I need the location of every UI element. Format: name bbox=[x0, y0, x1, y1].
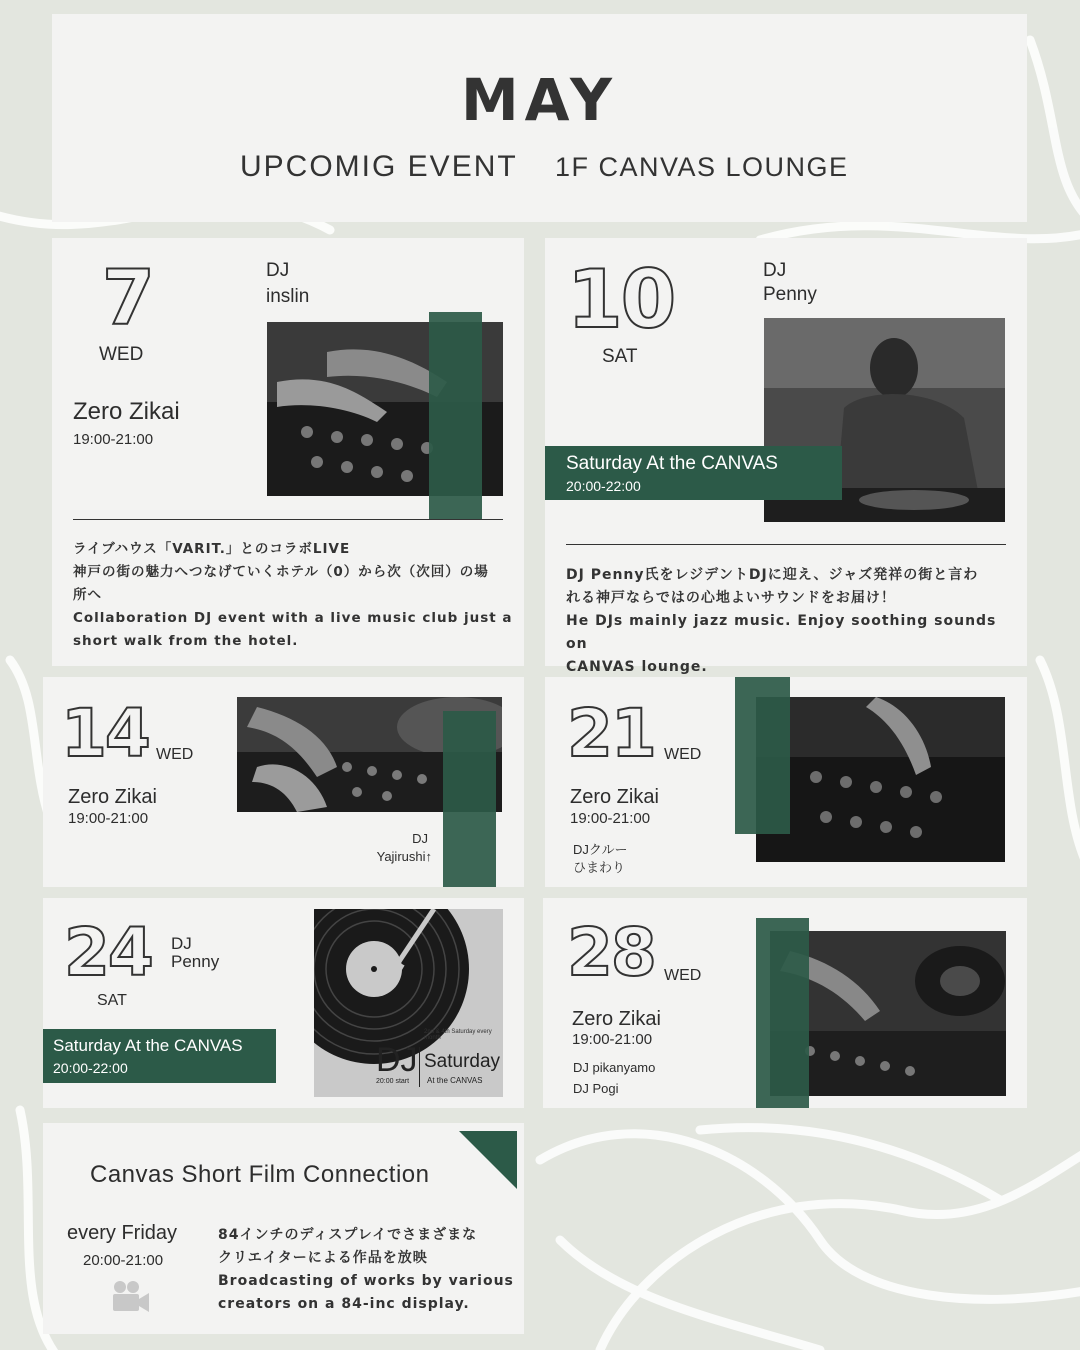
dj-label: DJ bbox=[763, 260, 787, 281]
event-weekday: WED bbox=[664, 746, 702, 763]
film-schedule: every Friday bbox=[67, 1222, 178, 1244]
dj-label: DJ bbox=[171, 934, 192, 953]
poster-time: 20:00 start bbox=[376, 1078, 410, 1085]
divider bbox=[73, 519, 503, 520]
green-accent-bar bbox=[756, 918, 809, 1108]
event-day: 7 bbox=[102, 253, 153, 342]
month-title: MAY bbox=[460, 66, 619, 134]
event-weekday: WED bbox=[156, 746, 194, 763]
banner-time: 20:00-22:00 bbox=[53, 1060, 128, 1076]
green-accent-bar bbox=[429, 312, 482, 519]
poster-canvas: At the CANVAS bbox=[427, 1076, 483, 1085]
event-description bbox=[566, 564, 1016, 679]
desc-line: 84インチのディスプレイでさまざまな bbox=[218, 1227, 478, 1243]
desc-line: クリエイターによる作品を放映 bbox=[218, 1250, 428, 1266]
event-time: 19:00-21:00 bbox=[73, 431, 154, 448]
desc-line: れる神戸ならではの心地よいサウンドをお届け！ bbox=[566, 590, 896, 606]
event-card-21 bbox=[545, 677, 1027, 887]
desc-line: ライブハウス「VARIT.」とのコラボLIVE bbox=[73, 541, 351, 557]
event-title: Zero Zikai bbox=[570, 786, 659, 808]
event-day: 10 bbox=[567, 253, 675, 346]
dj-knob-photo bbox=[756, 697, 1005, 862]
dj-name: Yajirushi↑ bbox=[376, 849, 432, 864]
dj-crew: DJクルー bbox=[573, 842, 628, 857]
dj-name: inslin bbox=[266, 286, 310, 307]
event-banner bbox=[43, 1029, 276, 1083]
poster-saturday: Saturday bbox=[424, 1051, 501, 1072]
event-title: Zero Zikai bbox=[68, 786, 157, 808]
desc-line: 神戸の街の魅力へつなげていくホテル（0）から次（次回）の場 bbox=[73, 564, 489, 580]
film-card bbox=[43, 1123, 524, 1334]
banner-title: Saturday At the CANVAS bbox=[53, 1036, 243, 1055]
event-card-28 bbox=[543, 898, 1027, 1108]
dj-name-2: DJ Pogi bbox=[573, 1081, 619, 1096]
event-card-24 bbox=[43, 898, 524, 1108]
event-banner bbox=[545, 446, 842, 500]
dj-name: Penny bbox=[763, 284, 817, 305]
poster-dj: DJ bbox=[376, 1041, 418, 1079]
event-card-14 bbox=[43, 677, 524, 887]
header-card bbox=[52, 14, 1027, 222]
dj-name-1: DJ pikanyamo bbox=[573, 1060, 656, 1075]
subtitle-venue: 1F CANVAS LOUNGE bbox=[555, 152, 849, 182]
corner-triangle-icon bbox=[459, 1131, 517, 1189]
divider bbox=[566, 544, 1006, 545]
dj-crew-name: ひまわり bbox=[573, 860, 626, 875]
desc-line: CANVAS lounge. bbox=[566, 659, 708, 675]
event-card-7 bbox=[52, 238, 524, 666]
video-camera-icon bbox=[111, 1279, 151, 1315]
event-day: 21 bbox=[567, 695, 655, 772]
event-day: 14 bbox=[61, 695, 149, 772]
event-card-10 bbox=[545, 238, 1027, 675]
event-description bbox=[73, 538, 513, 653]
saturday-poster bbox=[314, 909, 503, 1097]
dj-label: DJ bbox=[412, 831, 428, 846]
poster-tag: 2nd & 4th Saturday every month bbox=[424, 1029, 492, 1041]
green-accent-bar bbox=[735, 677, 790, 834]
desc-line: short walk from the hotel. bbox=[73, 633, 299, 649]
event-day: 28 bbox=[567, 914, 655, 991]
event-weekday: SAT bbox=[97, 992, 127, 1009]
poster-divider bbox=[419, 1047, 420, 1087]
desc-line: He DJs mainly jazz music. Enjoy soothing sounds on bbox=[566, 613, 997, 652]
desc-line: Broadcasting of works by various bbox=[218, 1273, 514, 1289]
event-weekday: WED bbox=[664, 967, 702, 984]
subtitle-upcoming: UPCOMIG EVENT bbox=[240, 150, 518, 183]
film-time: 20:00-21:00 bbox=[83, 1252, 164, 1269]
event-title: Zero Zikai bbox=[73, 398, 180, 425]
event-weekday: WED bbox=[99, 344, 144, 365]
banner-title: Saturday At the CANVAS bbox=[566, 453, 778, 474]
green-accent-bar bbox=[443, 711, 496, 887]
event-time: 19:00-21:00 bbox=[570, 810, 651, 827]
film-description bbox=[218, 1224, 518, 1316]
dj-label: DJ bbox=[266, 260, 290, 281]
event-title: Zero Zikai bbox=[572, 1008, 661, 1030]
event-day: 24 bbox=[64, 914, 152, 991]
desc-line: creators on a 84-inc display. bbox=[218, 1296, 470, 1312]
event-time: 19:00-21:00 bbox=[572, 1031, 653, 1048]
desc-line: Collaboration DJ event with a live music club just a bbox=[73, 610, 513, 626]
banner-time: 20:00-22:00 bbox=[566, 478, 641, 494]
event-time: 19:00-21:00 bbox=[68, 810, 149, 827]
film-title: Canvas Short Film Connection bbox=[90, 1161, 430, 1188]
dj-name: Penny bbox=[171, 952, 220, 971]
desc-line: 所へ bbox=[73, 587, 102, 603]
event-weekday: SAT bbox=[602, 346, 638, 367]
desc-line: DJ Penny氏をレジデントDJに迎え、ジャズ発祥の街と言わ bbox=[566, 567, 979, 583]
